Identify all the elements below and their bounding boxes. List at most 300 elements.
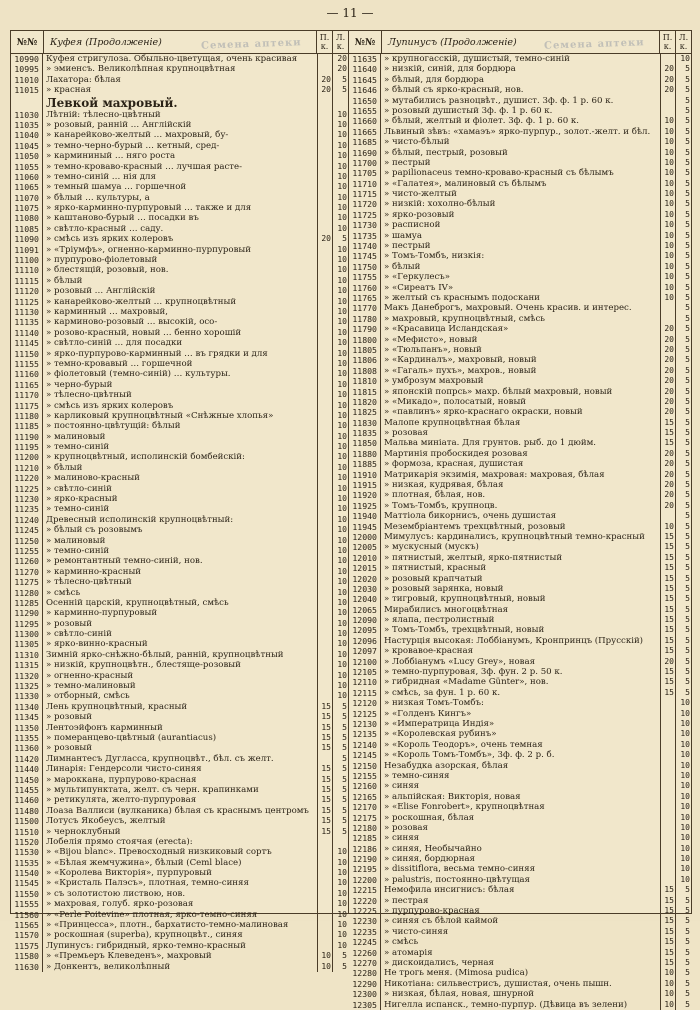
entry-name: » свѣтло-синій	[43, 629, 318, 639]
entry-name: » бѣлый	[381, 262, 661, 272]
price-a	[661, 511, 676, 521]
entry-number: 11130	[11, 307, 43, 317]
entry-name: Лотусъ Якобеусъ, желтый	[43, 816, 318, 826]
entry-name: » карминово-розовый … высокій, осо-	[43, 317, 318, 327]
entry-name: Осенній царскій, крупноцвѣтный, смѣсь	[43, 598, 318, 608]
catalog-entry	[349, 802, 691, 812]
catalog-entry	[11, 213, 348, 223]
entry-number: 11520	[11, 837, 43, 847]
catalog-entry	[349, 875, 691, 885]
price-b: 5	[685, 521, 690, 531]
entry-name: » постоянно-цвѣтущій: бѣлый	[43, 421, 318, 431]
entry-number: 12030	[349, 584, 381, 594]
catalog-entry	[11, 702, 348, 712]
price-b: 10	[337, 660, 347, 670]
entry-number: 11575	[11, 941, 43, 951]
price-a: 20	[661, 85, 676, 95]
catalog-entry	[349, 54, 691, 64]
price-a: 15	[318, 785, 333, 795]
price-a: 15	[661, 584, 676, 594]
entry-number: 11460	[11, 795, 43, 805]
price-a: 15	[318, 712, 333, 722]
entry-number: 11790	[349, 324, 381, 334]
page-number: — 11 —	[326, 6, 374, 20]
price-a	[318, 484, 333, 494]
price-b: 10	[337, 535, 347, 545]
price-a-heading: П. к.	[660, 31, 676, 53]
price-b: 5	[342, 85, 347, 95]
entry-number: 11940	[349, 511, 381, 521]
catalog-entry	[11, 286, 348, 296]
catalog-entry	[11, 141, 348, 151]
price-a	[318, 96, 333, 110]
price-a	[318, 941, 333, 951]
catalog-entry	[349, 657, 691, 667]
entry-number: 11640	[349, 64, 381, 74]
price-b: 10	[337, 681, 347, 691]
price-a	[318, 671, 333, 681]
catalog-entry	[11, 276, 348, 286]
entry-number: 11160	[11, 369, 43, 379]
entry-name: » фіолетовый (темно-синій) … культуры.	[43, 369, 318, 379]
price-b: 5	[685, 303, 690, 313]
price-b: 5	[342, 784, 347, 794]
price-a	[661, 709, 676, 719]
price-a	[318, 182, 333, 192]
entry-name: » тигровый, крупноцвѣтный, новый	[381, 594, 661, 604]
catalog-entry	[11, 546, 348, 556]
entry-name: » Лоббіанумъ «Lucy Grey», новая	[381, 657, 661, 667]
entry-name: » «Императрица Индія»	[381, 719, 661, 729]
price-b: 10	[337, 410, 347, 420]
price-a: 20	[661, 64, 676, 74]
entry-name: » японскій попрсь» махр. бѣлый махровый, новый	[381, 387, 661, 397]
entry-number: 11165	[11, 380, 43, 390]
entry-name: » кровавое-красная	[381, 646, 661, 656]
entry-number: 11125	[11, 297, 43, 307]
entry-number: 10990	[11, 54, 43, 64]
price-a: 20	[661, 501, 676, 511]
catalog-entry	[11, 608, 348, 618]
catalog-entry	[11, 452, 348, 462]
price-a: 10	[661, 522, 676, 532]
price-b: 5	[685, 490, 690, 500]
entry-name: » розовый	[43, 619, 318, 629]
entry-number: 11295	[11, 619, 43, 629]
price-b: 5	[685, 241, 690, 251]
price-a	[318, 920, 333, 930]
entry-number: 11040	[11, 130, 43, 140]
price-b: 10	[337, 545, 347, 555]
entry-number: 12040	[349, 594, 381, 604]
price-a: 10	[661, 241, 676, 251]
section-heading-row	[11, 96, 348, 110]
price-a	[318, 120, 333, 130]
catalog-entry	[11, 473, 348, 483]
entry-number: 11730	[349, 220, 381, 230]
catalog-entry	[11, 265, 348, 275]
price-b: 5	[685, 573, 690, 583]
entry-name: » умброзум махровый	[381, 376, 661, 386]
entry-number: 11755	[349, 272, 381, 282]
catalog-entry	[11, 162, 348, 172]
catalog-entry	[11, 349, 348, 359]
catalog-entry	[349, 116, 691, 126]
entry-number: 12200	[349, 875, 381, 885]
entry-name: Левкой махровый.	[43, 96, 318, 110]
catalog-entry	[11, 878, 348, 888]
price-b: 10	[337, 431, 347, 441]
price-a	[318, 130, 333, 140]
price-b: 5	[685, 687, 690, 697]
entry-number: 11750	[349, 262, 381, 272]
catalog-entry	[11, 951, 348, 961]
price-b: 5	[685, 448, 690, 458]
entry-number: 11808	[349, 366, 381, 376]
entry-name: » гибридная «Madame Günter», нов.	[381, 677, 661, 687]
entry-name: » синяя, Необычайно	[381, 844, 661, 854]
price-b: 5	[342, 722, 347, 732]
entry-name: Мезембріантемъ трехцвѣтный, розовый	[381, 522, 661, 532]
entry-name: Древесный исполинскій крупноцвѣтный:	[43, 515, 318, 525]
price-a: 15	[661, 906, 676, 916]
price-a	[318, 837, 333, 847]
entry-number: 11340	[11, 702, 43, 712]
price-a	[661, 719, 676, 729]
entry-name: » «Кристаль Палэсъ», плотная, темно-синяя	[43, 878, 318, 888]
price-a	[318, 588, 333, 598]
catalog-entry	[349, 688, 691, 698]
entry-name: » чисто-желтый	[381, 189, 661, 199]
price-b: 20	[337, 64, 347, 74]
price-b: 5	[685, 947, 690, 957]
price-b: 10	[680, 739, 690, 749]
catalog-entry	[11, 224, 348, 234]
entry-name: » чисто-бѣлый	[381, 137, 661, 147]
catalog-entry	[349, 137, 691, 147]
price-b: 10	[337, 348, 347, 358]
catalog-entry	[349, 740, 691, 750]
price-b: 5	[342, 816, 347, 826]
price-a	[661, 106, 676, 116]
catalog-entry	[349, 366, 691, 376]
catalog-entry	[11, 421, 348, 431]
entry-name: » роскошная, бѣлая	[381, 813, 661, 823]
price-b: 5	[685, 428, 690, 438]
price-a	[318, 847, 333, 857]
price-b: 10	[337, 119, 347, 129]
entry-number: 12180	[349, 823, 381, 833]
entry-number: 12245	[349, 937, 381, 947]
entry-name: » темно-синій	[43, 504, 318, 514]
price-a: 20	[661, 480, 676, 490]
price-b: 10	[337, 649, 347, 659]
catalog-entry	[349, 574, 691, 584]
entry-number: 12000	[349, 532, 381, 542]
catalog-entry	[11, 369, 348, 379]
price-b: 5	[685, 137, 690, 147]
catalog-entry	[11, 182, 348, 192]
catalog-entry	[349, 677, 691, 687]
entry-name: » розовая	[381, 428, 661, 438]
entry-number: 11285	[11, 598, 43, 608]
price-a: 20	[661, 657, 676, 667]
entry-number: 11225	[11, 484, 43, 494]
catalog-entry	[349, 459, 691, 469]
price-b: 10	[337, 577, 347, 587]
catalog-entry	[349, 303, 691, 313]
catalog-entry	[11, 629, 348, 639]
entry-name: » пурпурово-фіолетовый	[43, 255, 318, 265]
price-a: 10	[661, 189, 676, 199]
catalog-entry	[349, 355, 691, 365]
price-a	[318, 297, 333, 307]
entry-name: » Томъ-Томбъ, трехцвѣтный, новый	[381, 625, 661, 635]
entry-name: Куфея стригулоза. Обыльно-цветущая, очень красивая	[43, 54, 318, 64]
entry-number: 12305	[349, 1000, 381, 1010]
entry-name: » свѣтло-красный … саду.	[43, 224, 318, 234]
price-b: 5	[685, 511, 690, 521]
entry-number: 11420	[11, 754, 43, 764]
entry-number: 11350	[11, 723, 43, 733]
price-a	[318, 515, 333, 525]
entry-name: » «Принцесса», плотн., бархатисто-темно-малиновая	[43, 920, 318, 930]
price-a	[661, 96, 676, 106]
price-b: 10	[337, 452, 347, 462]
right-column	[348, 30, 692, 1010]
entry-number: 11070	[11, 193, 43, 203]
catalog-entry	[11, 245, 348, 255]
price-b: 10	[337, 462, 347, 472]
entry-name: » крупноцвѣтный, исполинскій бомбейскій:	[43, 452, 318, 462]
entry-number: 11645	[349, 75, 381, 85]
entry-number: 11545	[11, 878, 43, 888]
price-b: 5	[685, 64, 690, 74]
price-a	[318, 54, 333, 64]
catalog-entry	[349, 968, 691, 978]
catalog-entry	[11, 941, 348, 951]
price-b: 10	[337, 909, 347, 919]
price-a	[318, 245, 333, 255]
entry-name: Немофила инсигнисъ: бѣлая	[381, 885, 661, 895]
price-b: 5	[685, 999, 690, 1009]
entry-number: 10995	[11, 64, 43, 74]
catalog-entry	[349, 314, 691, 324]
price-a: 10	[661, 293, 676, 303]
entry-name: » темно-синій … нія для	[43, 172, 318, 182]
price-a	[318, 307, 333, 317]
price-a: 15	[661, 542, 676, 552]
entry-name: » «Геркулесъ»	[381, 272, 661, 282]
entry-name: » низкая, кудрявая, бѣлая	[381, 480, 661, 490]
entry-name: » блестящій, розовый, нов.	[43, 265, 318, 275]
catalog-entry	[11, 110, 348, 120]
entry-number: 11530	[11, 847, 43, 857]
price-a: 15	[661, 927, 676, 937]
catalog-entry	[349, 979, 691, 989]
price-a: 15	[318, 743, 333, 753]
catalog-entry	[349, 1000, 691, 1010]
price-a: 10	[661, 989, 676, 999]
price-b: 5	[685, 230, 690, 240]
entry-name: » «Королевская рубинъ»	[381, 729, 661, 739]
entry-name: » розово-красный, новый … бенно хорошій	[43, 328, 318, 338]
price-a: 15	[318, 775, 333, 785]
price-a: 10	[661, 231, 676, 241]
entry-number: 12215	[349, 885, 381, 895]
catalog-entry	[349, 158, 691, 168]
catalog-entry	[349, 179, 691, 189]
price-a	[661, 844, 676, 854]
entry-number: 11240	[11, 515, 43, 525]
entry-name: » «Король Томъ-Томбъ», 3ф. ф. 2 р. б.	[381, 750, 661, 760]
entry-name: Мальва миніата. Для грунтов. рыб. до 1 дюйм.	[381, 438, 661, 448]
entry-name: Мимулусъ: кардиналисъ, крупноцвѣтный темно-красный	[381, 532, 661, 542]
price-a: 15	[318, 733, 333, 743]
entry-number: 11925	[349, 501, 381, 511]
price-b: 5	[685, 885, 690, 895]
price-b: 10	[680, 719, 690, 728]
price-b: 5	[342, 951, 347, 961]
entry-number: 11655	[349, 106, 381, 116]
price-b: 5	[685, 500, 690, 510]
price-b: 5	[685, 635, 690, 645]
entry-number: 12090	[349, 615, 381, 625]
catalog-entry	[349, 719, 691, 729]
entry-name: » низкая, бѣлая, новая, шнурной	[381, 989, 661, 999]
entry-name: » бѣлый съ ярко-красный, нов.	[381, 85, 661, 95]
entry-name: Незабудка азорская, бѣлая	[381, 761, 661, 771]
entry-name: » синяя	[381, 833, 661, 843]
catalog-entry	[11, 764, 348, 774]
price-a: 15	[661, 937, 676, 947]
catalog-entry	[11, 754, 348, 764]
entry-number: 11806	[349, 355, 381, 365]
left-entries	[11, 54, 348, 972]
price-b: 10	[680, 843, 690, 853]
section-title: Лупинусъ (Продолженіе)	[382, 31, 660, 53]
entry-name: » махровая, голуб. ярко-розовая	[43, 899, 318, 909]
number-heading: №№	[11, 31, 44, 53]
price-b: 10	[337, 358, 347, 368]
price-b: 5	[685, 469, 690, 479]
entry-number: 11220	[11, 473, 43, 483]
catalog-entry	[11, 567, 348, 577]
entry-name: » смѣсь	[381, 937, 661, 947]
catalog-entry	[349, 397, 691, 407]
entry-name: Матрикарія экзимія, махровая: махровая, бѣлая	[381, 470, 661, 480]
entry-number: 11555	[11, 899, 43, 909]
price-b: 10	[337, 868, 347, 878]
price-a: 10	[661, 199, 676, 209]
catalog-entry	[11, 130, 348, 140]
price-b: 5	[685, 417, 690, 427]
price-a: 20	[661, 376, 676, 386]
entry-name: » пурпурово-красная	[381, 906, 661, 916]
entry-name: Лахатора: бѣлая	[43, 75, 318, 85]
price-b: 5	[685, 313, 690, 323]
price-b: 5	[685, 116, 690, 126]
entry-number: 11510	[11, 827, 43, 837]
catalog-entry	[11, 390, 348, 400]
price-a	[318, 577, 333, 587]
entry-number: 11150	[11, 349, 43, 359]
catalog-entry	[349, 210, 691, 220]
entry-number: 11235	[11, 504, 43, 514]
price-a	[318, 110, 333, 120]
price-b: 10	[680, 791, 690, 801]
entry-number	[11, 96, 43, 110]
price-a: 10	[661, 251, 676, 261]
entry-name: » дискоидалисъ, черная	[381, 958, 661, 968]
price-b: 10	[680, 812, 690, 822]
catalog-entry	[349, 262, 691, 272]
price-b: 10	[337, 847, 347, 857]
entry-name: » Донкентъ, великолѣпный	[43, 962, 318, 972]
price-a: 15	[661, 563, 676, 573]
entry-number: 12135	[349, 729, 381, 739]
entry-number: 11920	[349, 490, 381, 500]
right-entries	[349, 54, 691, 1010]
entry-name: » малиново-красный	[43, 473, 318, 483]
catalog-entry	[349, 667, 691, 677]
entry-name: » темно-синій	[43, 442, 318, 452]
price-a	[318, 380, 333, 390]
entry-name: Лимнантесъ Дугласса, крупноцвѣт., бѣл. съ желт.	[43, 754, 318, 764]
price-a: 15	[661, 916, 676, 926]
entry-number: 12130	[349, 719, 381, 729]
price-b: 5	[685, 957, 690, 967]
entry-name: Лоаза Валлиси (вулканика) бѣлая съ краснымъ центромъ	[43, 806, 318, 816]
catalog-entry	[11, 598, 348, 608]
price-b: 5	[685, 625, 690, 635]
price-b: 10	[680, 833, 690, 843]
price-b: 10	[337, 618, 347, 628]
entry-number: 12150	[349, 761, 381, 771]
catalog-entry	[11, 432, 348, 442]
entry-number: 11185	[11, 421, 43, 431]
entry-name: » «Галатея», малиновый съ бѣлымъ	[381, 179, 661, 189]
entry-name: » ярко-винно-красный	[43, 639, 318, 649]
catalog-entry	[349, 553, 691, 563]
price-a	[318, 317, 333, 327]
catalog-entry	[349, 407, 691, 417]
entry-name: » ярко-пурпурово-карминный … въ грядки и для	[43, 349, 318, 359]
entry-name: » плотная, бѣлая, нов.	[381, 490, 661, 500]
entry-number: 11535	[11, 858, 43, 868]
price-b: 10	[337, 878, 347, 888]
entry-number: 12270	[349, 958, 381, 968]
entry-name: » «Мефисто», новый	[381, 335, 661, 345]
entry-name: » темный шамуа … горшечной	[43, 182, 318, 192]
entry-name: » ярко-карминно-пурпуровый … также и для	[43, 203, 318, 213]
price-b: 10	[337, 525, 347, 535]
price-a	[318, 265, 333, 275]
entry-number: 12015	[349, 563, 381, 573]
catalog-entry	[349, 272, 691, 282]
catalog-entry	[349, 148, 691, 158]
price-a: 10	[661, 210, 676, 220]
price-b: 10	[680, 874, 690, 884]
entry-name: » розовая	[381, 823, 661, 833]
entry-number: 11075	[11, 203, 43, 213]
entry-name: » «Elise Fonrobert», крупноцвѣтная	[381, 802, 661, 812]
price-a: 20	[661, 449, 676, 459]
entry-number: 11690	[349, 148, 381, 158]
price-a	[661, 781, 676, 791]
catalog-entry	[11, 255, 348, 265]
price-b: 5	[685, 615, 690, 625]
